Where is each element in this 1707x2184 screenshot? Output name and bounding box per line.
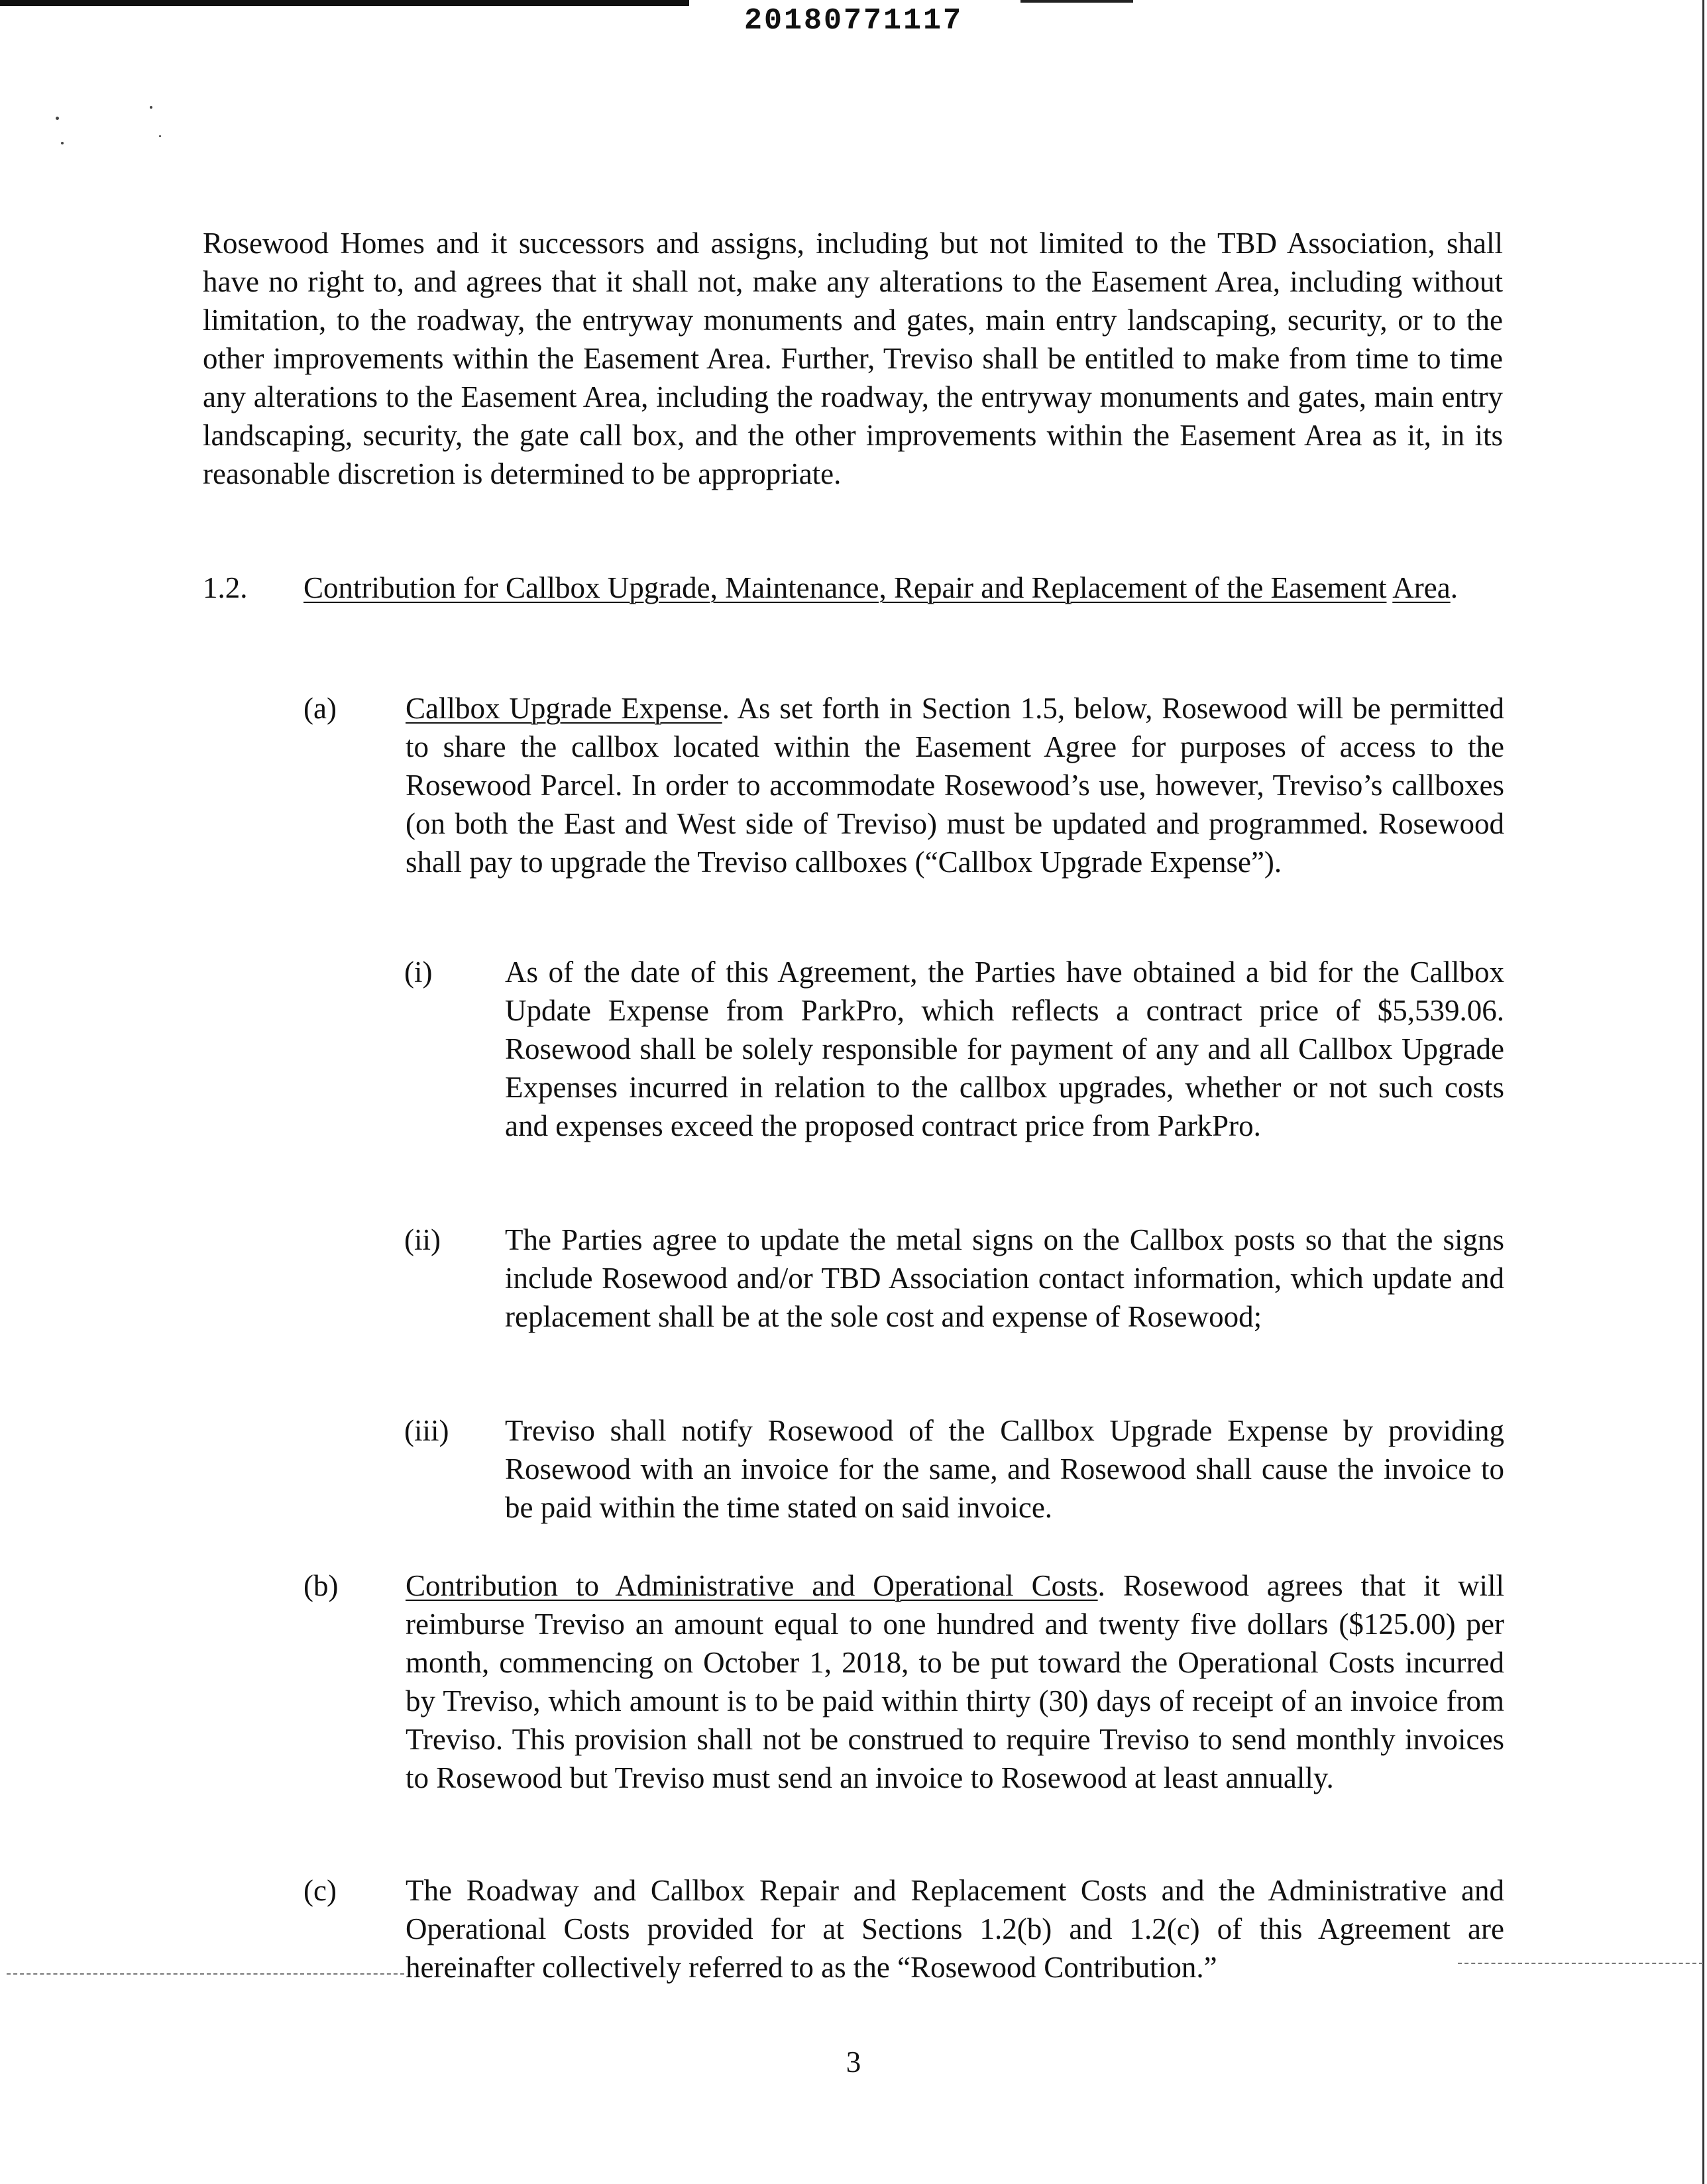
page-number: 3 bbox=[846, 2046, 861, 2079]
recording-number: 20180771117 bbox=[743, 4, 964, 38]
scan-speck bbox=[150, 106, 152, 109]
item-c-text: The Roadway and Callbox Repair and Replacement Costs and the Administrative and Operational Costs provided for at Sections 1.2(b) and 1.2(c) of this Agreement are hereinafter collectively referred to as the “Rosewood Contribution.” bbox=[406, 1874, 1504, 1984]
sub-item-i-text: As of the date of this Agreement, the Parties have obtained a bid for the Callbox Update Expense from ParkPro, which reflects a contract price of $5,539.06. Rosewood shall be solely responsible for payment of any and all Callbox Upgrade Expenses incurred in relation to the callbox upgrades, whether or not such costs and expenses exceed the proposed contract price from ParkPro. bbox=[505, 956, 1504, 1142]
section-heading bbox=[203, 569, 1503, 607]
item-b-marker: (b) bbox=[303, 1569, 339, 1602]
item-a-paragraph bbox=[406, 689, 1504, 881]
intro-paragraph: Rosewood Homes and it successors and assigns, including but not limited to the TBD Association, shall have no right to, and agrees that it shall not, make any alterations to the Easement Area, including without limitation, to the roadway, the entryway monuments and gates, main entry landscaping, security, or to the other improvements within the Easement Area. Further, Treviso shall be entitled to make from time to time any alterations to the Easement Area, including the roadway, the entryway monuments and gates, main entry landscaping, security, the gate call box, and the other improvements within the Easement Area as it, in its reasonable discretion is determined to be appropriate. bbox=[203, 227, 1503, 490]
item-a-text: . As set forth in Section 1.5, below, Rosewood will be permitted to share the callbox located within the Easement Agree for purposes of access to the Rosewood Parcel. In order to accommodate Rosewood’s use, however, Treviso’s callboxes (on both the East and West side of Treviso) must be updated and programmed. Rosewood shall pay to upgrade the Treviso callboxes (“Callbox Upgrade Expense”). bbox=[406, 692, 1504, 879]
item-a-heading: Callbox Upgrade Expense bbox=[406, 692, 722, 725]
section-heading-text-end: Area bbox=[1392, 571, 1451, 604]
sub-item-iii-text: Treviso shall notify Rosewood of the Callbox Upgrade Expense by providing Rosewood with an invoice for the same, and Rosewood shall cause the invoice to be paid within the time stated on said invoice. bbox=[505, 1414, 1504, 1524]
scan-artifact-line bbox=[1458, 1963, 1703, 1964]
sub-item-ii-marker: (ii) bbox=[404, 1223, 441, 1256]
section-number: 1.2. bbox=[203, 571, 248, 604]
section-heading-period: . bbox=[1450, 571, 1458, 604]
scan-speck bbox=[61, 142, 64, 144]
sub-item-ii-text: The Parties agree to update the metal signs on the Callbox posts so that the signs include Rosewood and/or TBD Association contact information, which update and replacement shall be at the sole cost and expense of Rosewood; bbox=[505, 1223, 1504, 1333]
item-a-marker: (a) bbox=[303, 692, 337, 725]
item-b-paragraph bbox=[406, 1566, 1504, 1797]
sub-item-iii-marker: (iii) bbox=[404, 1414, 449, 1447]
scan-right-edge bbox=[1702, 0, 1704, 2184]
section-heading-text: Contribution for Callbox Upgrade, Maintenance, Repair and Replacement of the Easement bbox=[303, 571, 1387, 604]
sub-item-i-marker: (i) bbox=[404, 956, 433, 989]
scan-artifact-line bbox=[7, 1973, 404, 1975]
scan-edge-bar-right bbox=[1020, 0, 1133, 3]
scan-speck bbox=[56, 117, 59, 120]
item-c-marker: (c) bbox=[303, 1874, 337, 1907]
item-b-text: . Rosewood agrees that it will reimburse Treviso an amount equal to one hundred and twenty five dollars ($125.00) per month, commencing on October 1, 2018, to be put toward the Operational Costs incurred by Treviso, which amount is to be paid within thirty (30) days of receipt of an invoice from Treviso. This provision shall not be construed to require Treviso to send monthly invoices to Rosewood but Treviso must send an invoice to Rosewood at least annually. bbox=[406, 1569, 1504, 1794]
scan-speck bbox=[159, 135, 161, 137]
item-b-heading: Contribution to Administrative and Operational Costs bbox=[406, 1569, 1098, 1602]
